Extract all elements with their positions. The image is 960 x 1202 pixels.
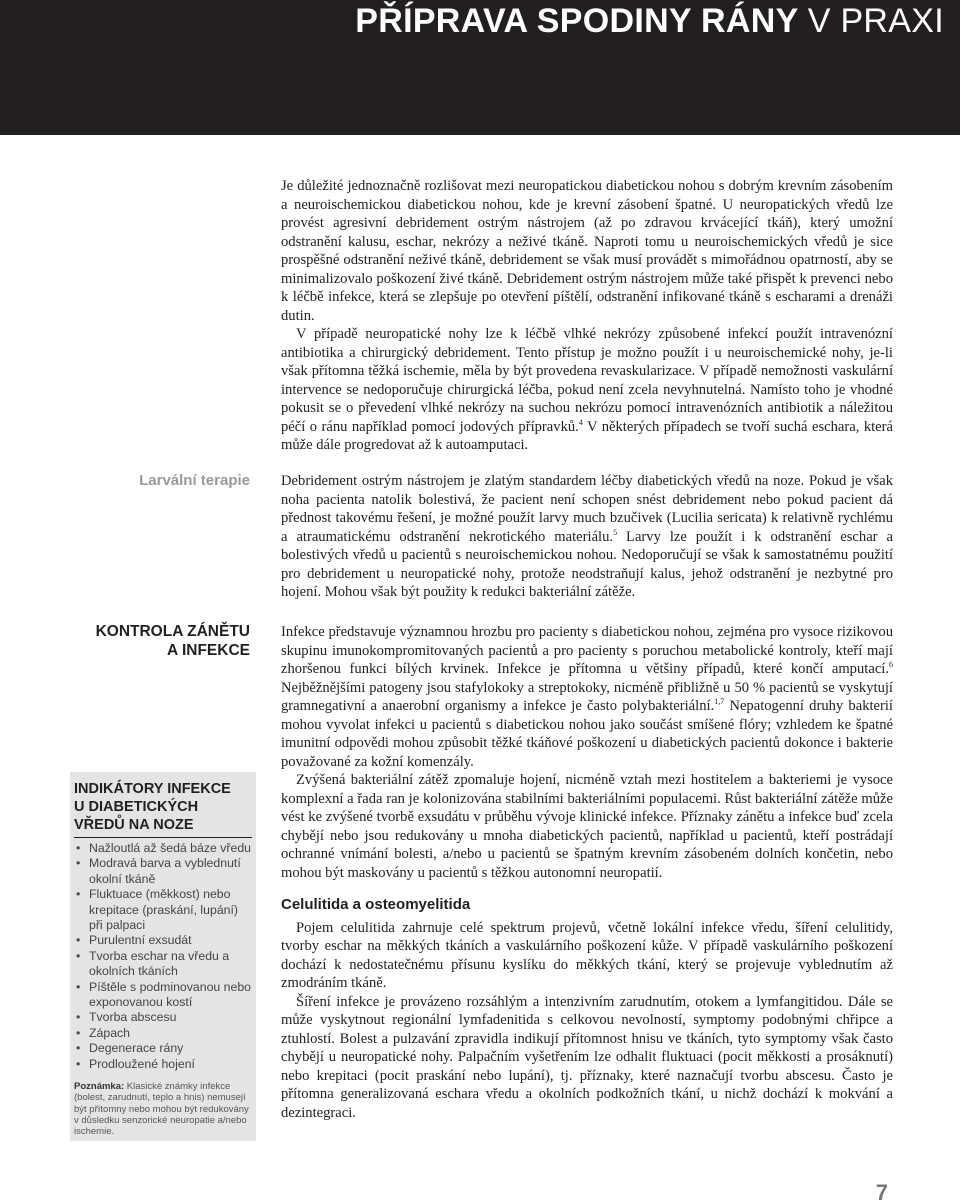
- infection-paragraph-1: Infekce představuje významnou hrozbu pro pacienty s diabetickou nohou, zejména pro vysoce rizikovou skupinu imunokompromitovaných pacientů a pro pacienty s poruchou metabolické kontroly, kteří mají zhoršenou funkci bílých krvinek. Infekce je přítomna u většiny případů, které končí amputací.$^6$ Nejběžnějšími patogeny jsou stafylokoky a streptokoky, nicméně přibližně u 50 % pacientů se vyskytují gramnegativní a anaerobní organismy a infekce je často polybakteriální.$^{1,7}$ Nepatogenní druhy bakterií mohou vyvolat infekci u pacientů s diabetickou nohou jako součást smíšené flóry; vzhledem ke špatné imunitní odpovědi mohou způsobit těžké tkáňové poškození u diabetických pacientů dokonce i bakterie považované za kožní komenzály.: [281, 624, 893, 770]
- list-item: • Zápach: [74, 1026, 252, 1041]
- infection-control-heading: KONTROLA ZÁNĚTU A INFEKCE: [95, 623, 250, 659]
- page-number: 7: [875, 1180, 888, 1202]
- title-light: V PRAXI: [807, 2, 944, 40]
- larval-section: [281, 472, 893, 602]
- sidebox-divider: [74, 837, 252, 838]
- debridement-paragraph-2: V případě neuropatické nohy lze k léčbě vlhké nekrózy způsobené infekcí použít intravenózní antibiotika a chirurgický debridement. Tento přístup je možno použít i u neuroischemické nohy, je-li však přítomna těžká ischemie, měla by být provedena revaskularizace. V případě nemožnosti vaskulární intervence se nedoporučuje chirurgická léčba, pokud není zcela nevyhnutelná. Namísto toho je vhodné pokusit se o převedení vlhké nekrózy na suchou nekrózu pomocí intravenózních antibiotik a náležitou péčí o ránu například pomocí jodových přípravků.$^4$ V některých případech se tvoří suchá eschara, která může dále progredovat až k autoamputaci.: [281, 326, 893, 453]
- list-item: • Purulentní exsudát: [74, 933, 252, 948]
- list-item: • Tvorba eschar na vředu a okolních tkáních: [74, 949, 252, 980]
- list-item: • Píštěle s podminovanou nebo exponovanou kostí: [74, 980, 252, 1011]
- list-item: • Nažloutlá až šedá báze vředu: [74, 841, 252, 856]
- page-title: [355, 2, 944, 41]
- larval-paragraph: Debridement ostrým nástrojem je zlatým standardem léčby diabetických vředů na noze. Pokud je však noha pacienta natolik bolestivá, že pacient není schopen snést debridement nebo pokud pacient dá přednost takovému řešení, je možné použít larvy much bzučivek (Lucilia sericata) k relativně rychlému a atraumatickému odstranění nekrotického materiálu.$^5$ Larvy lze použít i k odstranění eschar a bolestivých vředů u pacientů s neuroischemickou nohou. Nedoporučují se však k samostatnému použití pro debridement u neuropatické nohy, protože neodstraňují kalus, jehož odstranění je nezbytné pro hojení. Mohou však být použity k redukci bakteriální zátěže.: [281, 473, 893, 600]
- sidebox-note: Poznámka: Klasické známky infekce (bolest, zarudnutí, teplo a hnis) nemusejí být přítomny nebo mohou být redukovány v důsledku senzorické neuropatie a/nebo ischemie.: [74, 1081, 249, 1138]
- cellulitis-paragraph-1: Pojem celulitida zahrnuje celé spektrum projevů, včetně lokální infekce vředu, šíření celulitidy, tvorby eschar na měkkých tkáních a vaskulárního poškození kůže. V případě vaskulárního poškození dochází k nedostatečnému přísunu kyslíku do měkkých tkání, který se projevuje vyblednutím až zmodráním tkáně.: [281, 919, 893, 991]
- header-bar: [0, 0, 960, 135]
- cellulitis-paragraph-2: Šíření infekce je provázeno rozsáhlým a intenzivním zarudnutím, otokem a lymfangitidou. Dále se může vyskytnout regionální lymfadenitida s celkovou nevolností, symptomy podobnými chřipce a ztuhlostí. Bolest a pulzavání zpravidla indikují přítomnost hnisu ve tkáních, tyto symptomy však často chybějí u neuropatické nohy. Palpačním vyšetřením lze odhalit fluktuaci (pocit měkkosti a prosáknutí) nebo krepitaci (pocit praskání nebo lupání), tj. příznaky, které naznačují tvorbu abscesu. Často je přítomna generalizovaná eschara vředu a okolních podkožních tkání, u nichž dochází k mokvání a dezintegraci.: [281, 993, 893, 1121]
- sidebox-title: INDIKÁTORY INFEKCE U DIABETICKÝCH VŘEDŮ NA NOZE: [74, 781, 231, 833]
- title-bold: PŘÍPRAVA SPODINY RÁNY: [355, 2, 798, 40]
- list-item: • Prodloužené hojení: [74, 1057, 252, 1072]
- infection-indicators-box: [70, 772, 256, 1141]
- list-item: • Tvorba abscesu: [74, 1010, 252, 1025]
- list-item: • Degenerace rány: [74, 1041, 252, 1056]
- list-item: • Fluktuace (měkkost) nebo krepitace (praskání, lupání) při palpaci: [74, 887, 252, 933]
- infection-paragraph-2: Zvýšená bakteriální zátěž zpomaluje hojení, nicméně vztah mezi hostitelem a bakteriemi je vysoce komplexní a řada ran je kolonizována stabilními bakteriálními populacemi. Růst bakteriální zátěže může vést ke zvýšené tvorbě exsudátu v průběhu vývoje klinické infekce. Příznaky zánětu a infekce buď zcela chybějí nebo jsou redukovány u mnoha diabetických pacientů, například u pacientů, kteří postrádají ochranné vnímání bolesti, a/nebo u pacientů se špatným krevním zásobeném dolních končetin, nebo mohou být maskovány u pacientů s těžkou autonomní neuropatií.: [281, 772, 893, 881]
- cellulitis-heading: Celulitida a osteomyelitida: [281, 896, 471, 913]
- larval-therapy-heading: Larvální terapie: [139, 472, 250, 489]
- list-item: • Modravá barva a vyblednutí okolní tkáně: [74, 856, 252, 887]
- infection-section: [281, 623, 893, 1122]
- debridement-section: [281, 177, 893, 455]
- debridement-paragraph-1: Je důležité jednoznačně rozlišovat mezi neuropatickou diabetickou nohou s dobrým krevním zásobením a neuroischemickou diabetickou nohou, kde je krevní zásobení špatné. U neuropatických vředů lze provést agresivní debridement ostrým nástrojem (až po zdravou krvácející tkáň), který umožní odstranění kalusu, eschar, nekrózy a neživé tkáně. Naproti tomu u neuroischemických vředů je sice prospěšné odstranění neživé tkáně, debridement se však musí provádět s mimořádnou opatrností, aby se minimalizovalo poškození živé tkáně. Debridement ostrým nástrojem může také přispět k prevenci nebo k léčbě infekce, která se zlepšuje po otevření píštělí, odstranění infikované tkáně s escharami a drenáži dutin.: [281, 178, 893, 324]
- indicator-list: [74, 841, 252, 1072]
